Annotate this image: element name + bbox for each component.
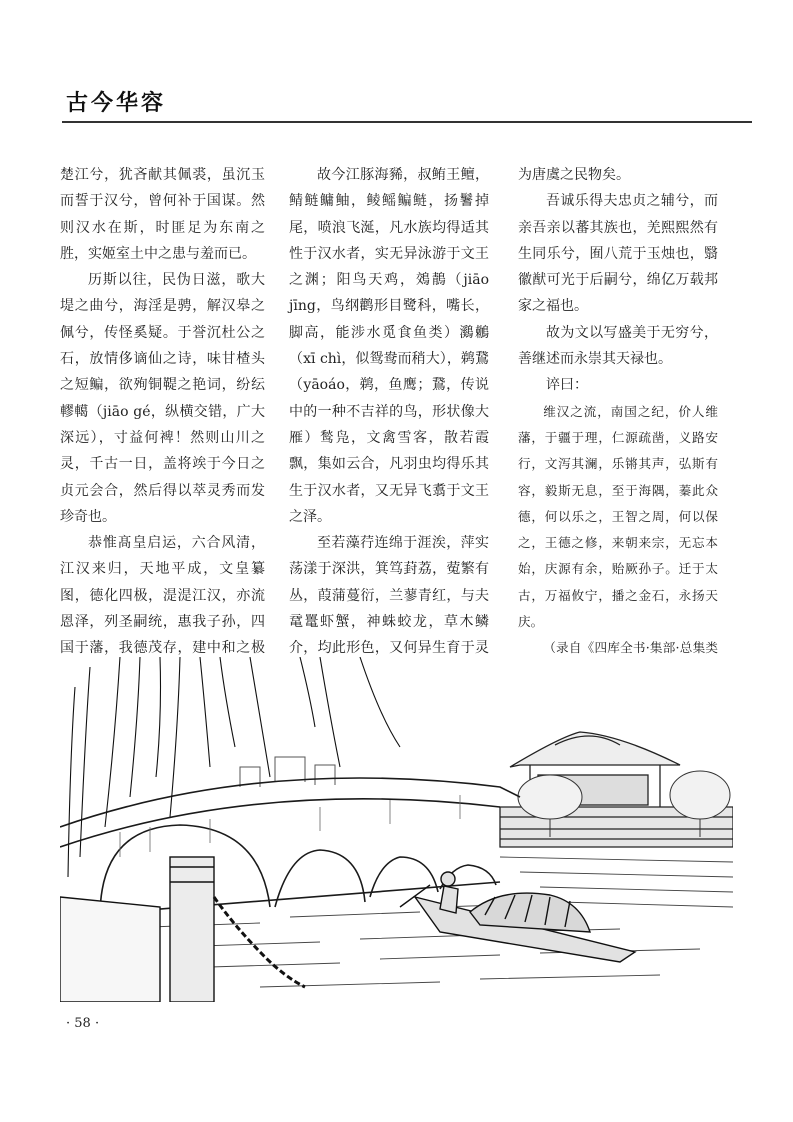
text-column-1 bbox=[60, 162, 265, 714]
page-number: · 58 · bbox=[66, 1016, 100, 1031]
source-note: （录自《四库全书·集部·总集类 bbox=[543, 640, 718, 656]
paragraph: 吾诚乐得夫忠贞之辅兮，而亲吾亲以蕃其族也，羌熙熙然有生同乐兮，囿八荒于玉烛也，翳徽猷可光于后嗣兮，绵亿万载邦家之福也。 bbox=[518, 193, 718, 315]
paragraph: 为唐虞之民物矣。 bbox=[518, 167, 630, 183]
paragraph: 故为文以写盛美于无穷兮，善继述而永崇其天禄也。 bbox=[518, 324, 718, 368]
bridge-river-illustration bbox=[60, 657, 733, 1002]
paragraph: 至若藻荇连绵于涯涘，萍实荡漾于深洪，箕笃葑荔，蒬繁有丛，葭蒲蔓衍，兰蓼青红，与夫鼋鼍虾蟹，神蛛蛟龙，草木鳞介，均此形色，又何异生育于灵 bbox=[289, 535, 489, 657]
paragraph: 楚江兮，犹吝献其佩裘，虽沉玉而誓于汉兮，曾何补于国谋。然则汉水在斯，时匪足为东南之胜，实姬室土中之患与羞而已。 bbox=[60, 167, 265, 262]
paragraph: 故今江豚海豨，叔鲔王鳣，鲭鲢鳙鲉，鲮鳐鳊鲢，扬鬐掉尾，喷浪飞涎，凡水族均得适其性于汉水者，实无异泳游于文王之渊；阳鸟天鸡，鵁鶄（jiāo jīng，鸟纲鹳形目鹭科，嘴长，脚高，能涉水觅食鱼类）鸂鶒（xī chì，似鸳鸯而稍大），鹈鵞（yāoáo，鹈，鱼鹰；鵞，传说中的一种不吉祥的鸟，形状像大雁）鹙凫，文禽雪客，散若霞飘，集如云合，凡羽虫均得乐其生于汉水者，又无异飞翥于文王之泽。 bbox=[289, 167, 489, 525]
verse-heading: 谇曰： bbox=[546, 377, 588, 394]
paragraph: 历斯以往，民伪日滋，歌大堤之曲兮，海淫是骋，解汉皋之佩兮，传怪奚疑。于誉沉杜公之石，放情侈谪仙之诗，味甘楂头之短鳊，欲殉铜鞮之艳词，纷纭轇轕（jiāo gé，纵横交错，广大深远），寸益何裨！然则山川之灵，千古一日，盖将竢于今日之贞元会合，然后得以萃灵秀而发珍奇也。 bbox=[60, 272, 265, 525]
header-rule bbox=[62, 121, 752, 123]
page-header bbox=[62, 86, 742, 126]
verse-paragraph: 维汉之流，南国之纪，价人维藩，于疆于理，仁源疏凿，义路安行，文泻其澜，乐锵其声，弘斯有容，毅斯无息，至于海隅，蓁此众德，何以乐之，王智之周，何以保之，王德之修，来朝来宗，无忘本始，庆源有余，贻厥孙子。迁于太古，万福攸宁，播之金石，永扬天庆。 bbox=[518, 403, 718, 630]
page-header-title: 古今华容 bbox=[66, 90, 167, 116]
paragraph: 恭惟髙皇启运，六合风清，江汉来归，天地平成，文皇纂图，德化四极，湜湜江汉，亦流恩泽，列圣嗣统，惠我子孙，四国于藩，我德茂存，建中和之极 bbox=[60, 535, 265, 657]
text-column-2 bbox=[289, 162, 489, 741]
text-column-3 bbox=[518, 162, 718, 688]
